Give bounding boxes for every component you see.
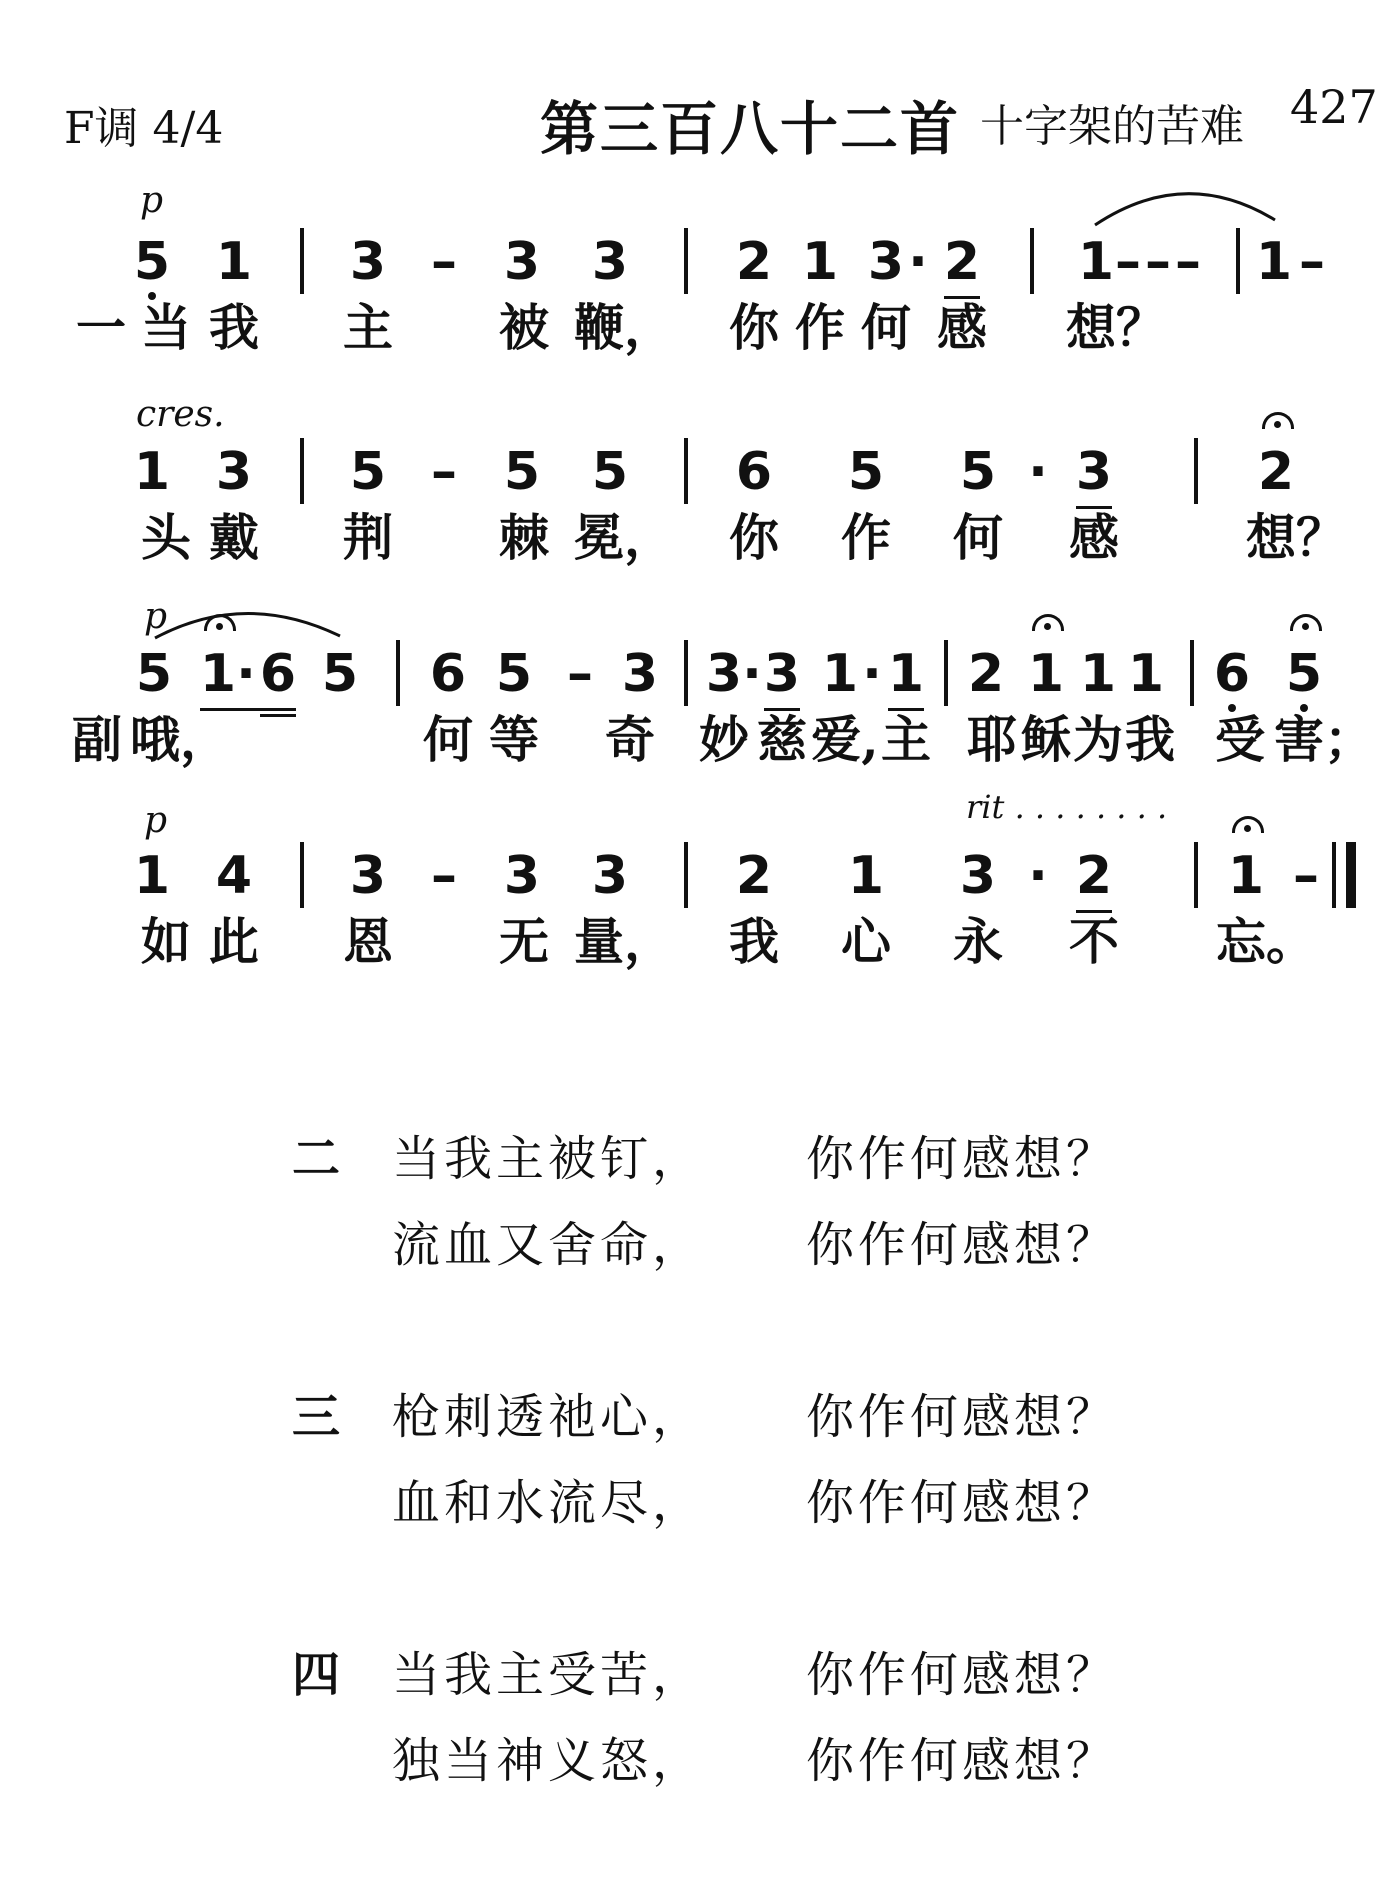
note: – (1293, 846, 1319, 906)
note: 5 (135, 644, 173, 704)
page-number: 427 (1290, 80, 1378, 134)
note: 5 (959, 442, 997, 502)
note: – (567, 644, 593, 704)
lyric: 你 (729, 298, 779, 357)
verse-line: 独当神义怒， (392, 1733, 705, 1789)
note: – (1115, 232, 1141, 292)
note: 5 (495, 644, 533, 704)
verse-line: 你作何感想？ (806, 1647, 1119, 1703)
barline (300, 842, 304, 908)
verse-line: 血和水流尽， (392, 1475, 705, 1531)
note: – (1145, 232, 1171, 292)
lyric: 鞭， (574, 298, 674, 357)
verse-number: 四 (292, 1647, 341, 1703)
note: 1 (821, 644, 859, 704)
lyric: 稣 (1021, 710, 1071, 769)
dot-duration: · (742, 644, 762, 704)
note: 3 (349, 232, 387, 292)
barline (684, 640, 688, 706)
final-barline-thin (1332, 842, 1336, 908)
verse-number: 二 (292, 1131, 341, 1187)
verse-line: 你作何感想？ (806, 1217, 1119, 1273)
barline (1194, 842, 1198, 908)
barline (684, 438, 688, 504)
note: 3 (705, 644, 743, 704)
lyric: 恩 (343, 912, 393, 971)
slur-arc (150, 600, 350, 644)
verse-line: 你作何感想？ (806, 1131, 1119, 1187)
note: 3 (503, 232, 541, 292)
lyric: 受 (1215, 710, 1265, 769)
dynamic-marking: cres. (136, 394, 225, 435)
lyric: 等 (489, 710, 539, 769)
lyric: 害； (1274, 710, 1374, 769)
lyric: 作 (841, 508, 891, 567)
dot-duration: · (236, 644, 256, 704)
dot-duration: · (908, 232, 928, 292)
note: 2 (1075, 846, 1113, 906)
note: 3 (215, 442, 253, 502)
verse-number-lyric: 一 (76, 298, 126, 357)
lyric: 不 (1069, 912, 1119, 971)
note: 3 (763, 644, 801, 704)
lyric: 忘。 (1216, 912, 1316, 971)
note: 3 (591, 232, 629, 292)
barline (1194, 438, 1198, 504)
verse-line: 枪刺透祂心， (392, 1389, 705, 1445)
lyric: 心 (841, 912, 891, 971)
note: 5 (503, 442, 541, 502)
lyric: 戴 (209, 508, 259, 567)
note: 1 (1027, 644, 1065, 704)
note: 1 (1079, 644, 1117, 704)
fermata-icon (1232, 816, 1264, 833)
lyric: 哦， (130, 710, 230, 769)
lyric: 我 (729, 912, 779, 971)
note: 4 (215, 846, 253, 906)
note: 3 (867, 232, 905, 292)
dynamic-marking: p (144, 800, 168, 841)
note: 2 (735, 232, 773, 292)
note: – (431, 846, 457, 906)
note: 3 (621, 644, 659, 704)
fermata-icon (1032, 614, 1064, 631)
lyric: 永 (953, 912, 1003, 971)
barline (396, 640, 400, 706)
lyric: 此 (209, 912, 259, 971)
note: 5 (591, 442, 629, 502)
lyric: 你 (729, 508, 779, 567)
final-barline-thick (1346, 842, 1356, 908)
lyric: 为 (1073, 710, 1123, 769)
lyric: 我 (209, 298, 259, 357)
verse-line: 当我主受苦， (392, 1647, 705, 1703)
lyric: 感 (937, 298, 987, 357)
lyric: 冕， (574, 508, 674, 567)
note: 3 (349, 846, 387, 906)
note: 1 (847, 846, 885, 906)
note: 1 (1255, 232, 1293, 292)
dot-duration: · (862, 644, 882, 704)
double-underline (260, 714, 296, 717)
note: 1 (1077, 232, 1115, 292)
barline (300, 438, 304, 504)
note: 5 (321, 644, 359, 704)
barline (684, 228, 688, 294)
verse-line: 你作何感想？ (806, 1733, 1119, 1789)
lyric: 被 (499, 298, 549, 357)
fermata-icon (1262, 412, 1294, 429)
lyric: 无 (499, 912, 549, 971)
lyric: 棘 (499, 508, 549, 567)
lyric: 想？ (1066, 298, 1166, 357)
lyric: 何 (423, 710, 473, 769)
note: 1 (887, 644, 925, 704)
hymn-subtitle: 十字架的苦难 (980, 101, 1244, 152)
note: 3 (503, 846, 541, 906)
lyric: 量， (574, 912, 674, 971)
lyric: 妙 (699, 710, 749, 769)
note: 1 (199, 644, 237, 704)
fermata-icon (1290, 614, 1322, 631)
barline (1190, 640, 1194, 706)
verse-line: 你作何感想？ (806, 1475, 1119, 1531)
barline (684, 842, 688, 908)
note: 2 (967, 644, 1005, 704)
lyric: 我 (1125, 710, 1175, 769)
lyric: 作 (795, 298, 845, 357)
lyric: 何 (953, 508, 1003, 567)
verse-number: 三 (292, 1389, 341, 1445)
lyric: 当 (141, 298, 191, 357)
barline (1030, 228, 1034, 294)
note: 6 (1213, 644, 1251, 704)
note: 3 (1075, 442, 1113, 502)
lyric: 主 (343, 298, 393, 357)
lyric: 如 (141, 912, 191, 971)
refrain-label: 副 (72, 710, 122, 769)
note: 2 (735, 846, 773, 906)
note: 6 (735, 442, 773, 502)
note: – (431, 232, 457, 292)
ritardando-marking: rit . . . . . . . . (966, 788, 1168, 826)
dot-duration: · (1028, 846, 1048, 906)
barline (1236, 228, 1240, 294)
verse-line: 你作何感想？ (806, 1389, 1119, 1445)
note: – (1299, 232, 1325, 292)
note: 5 (133, 232, 171, 292)
tie-arc (1090, 180, 1290, 230)
note: 5 (847, 442, 885, 502)
note: 1 (133, 442, 171, 502)
note: 2 (943, 232, 981, 292)
lyric: 耶 (967, 710, 1017, 769)
note: 2 (1257, 442, 1295, 502)
lyric: 主 (881, 710, 931, 769)
lyric: 慈 (757, 710, 807, 769)
note: 6 (259, 644, 297, 704)
note: 1 (1227, 846, 1265, 906)
note: 6 (429, 644, 467, 704)
note: 1 (133, 846, 171, 906)
verse-line: 流血又舍命， (392, 1217, 705, 1273)
dot-duration: · (1028, 442, 1048, 502)
lyric: 想？ (1246, 508, 1346, 567)
lyric: 何 (861, 298, 911, 357)
lyric: 奇 (605, 710, 655, 769)
barline (944, 640, 948, 706)
note: – (1175, 232, 1201, 292)
note: 1 (215, 232, 253, 292)
dynamic-marking: p (144, 596, 168, 637)
lyric: 头 (141, 508, 191, 567)
verse-line: 当我主被钉， (392, 1131, 705, 1187)
note: 5 (349, 442, 387, 502)
note: 5 (1285, 644, 1323, 704)
note: – (431, 442, 457, 502)
hymn-title: 第三百八十二首 (540, 95, 961, 163)
key-meter: F调 4/4 (64, 103, 224, 154)
note: 1 (1127, 644, 1165, 704)
note: 3 (959, 846, 997, 906)
note: 3 (591, 846, 629, 906)
lyric: 感 (1069, 508, 1119, 567)
lyric: 爱, (811, 710, 879, 769)
dynamic-marking: p (140, 180, 164, 221)
barline (300, 228, 304, 294)
lyric: 荆 (343, 508, 393, 567)
note: 1 (801, 232, 839, 292)
